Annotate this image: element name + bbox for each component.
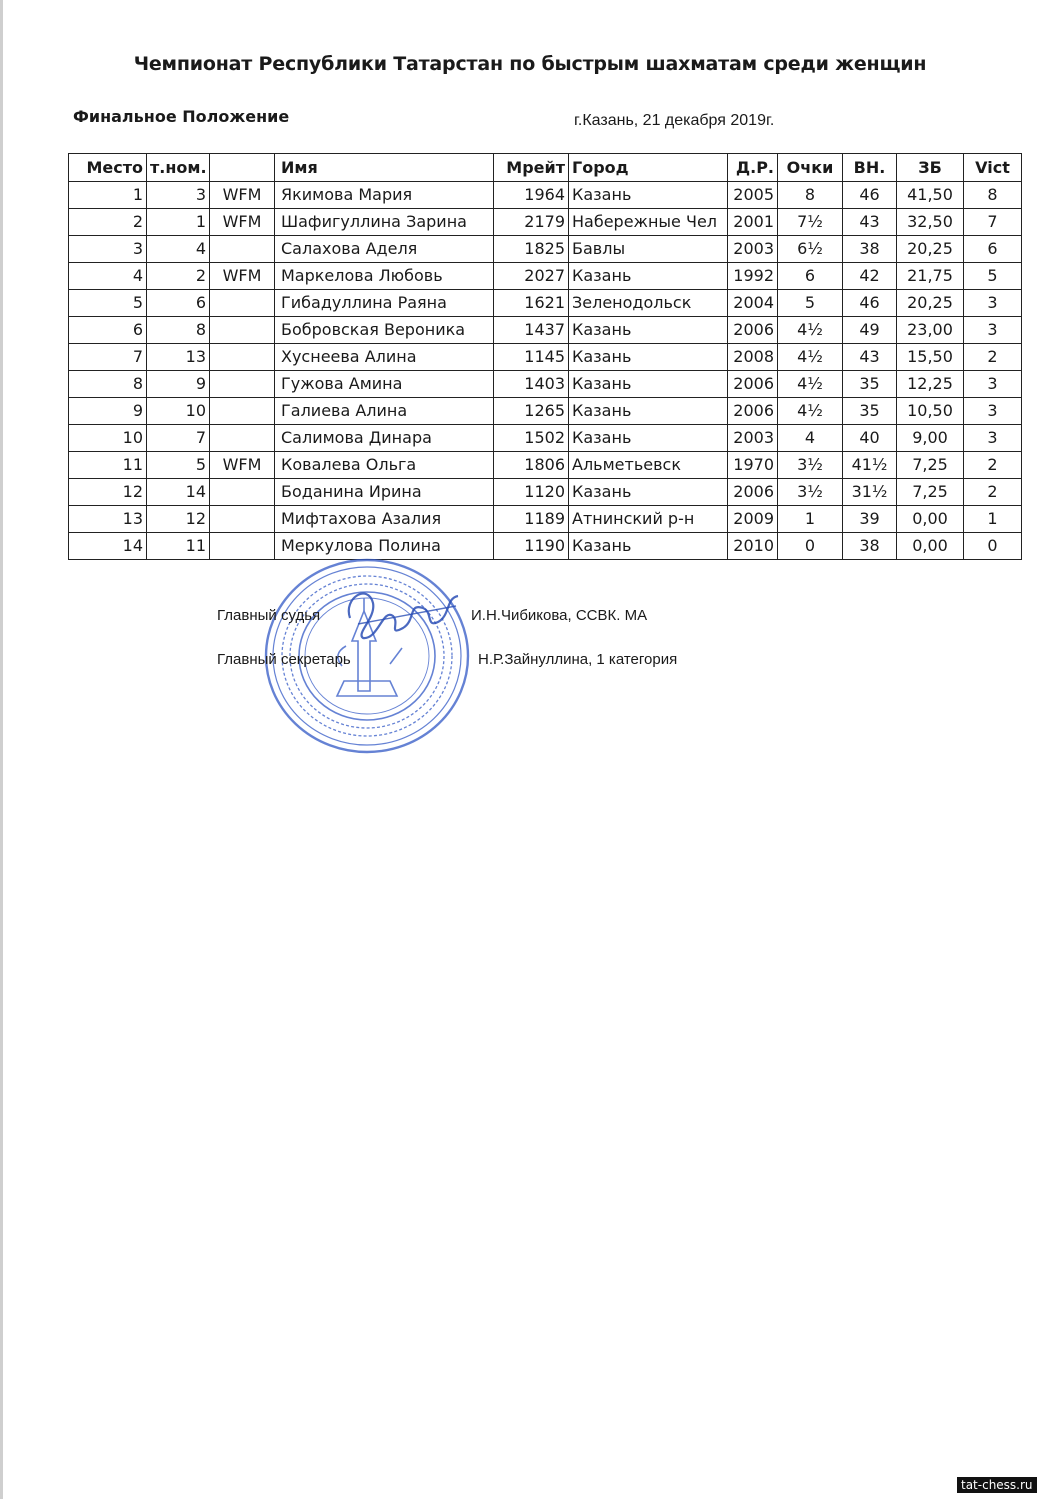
table-row: [69, 506, 1022, 533]
cell-victories: 2: [964, 479, 1022, 506]
cell-player-name: Боданина Ирина: [275, 479, 494, 506]
chief-secretary-name: Н.Р.Зайнуллина, 1 категория: [478, 651, 678, 668]
cell-sonneborn-berger: 21,75: [897, 263, 964, 290]
cell-rating: 1120: [494, 479, 569, 506]
cell-victories: 3: [964, 425, 1022, 452]
chief-secretary-label: Главный секретарь: [217, 651, 351, 668]
cell-player-name: Гужова Амина: [275, 371, 494, 398]
cell-rating: 2179: [494, 209, 569, 236]
cell-rating: 2027: [494, 263, 569, 290]
cell-sonneborn-berger: 10,50: [897, 398, 964, 425]
cell-player-name: Хуснеева Алина: [275, 344, 494, 371]
cell-points: 7½: [778, 209, 843, 236]
header-start-number: т.ном.: [147, 154, 210, 182]
cell-start-number: 14: [147, 479, 210, 506]
table-row: [69, 533, 1022, 560]
cell-sonneborn-berger: 9,00: [897, 425, 964, 452]
cell-buchholz: 31½: [843, 479, 897, 506]
cell-sonneborn-berger: 32,50: [897, 209, 964, 236]
cell-birth-year: 2001: [728, 209, 778, 236]
cell-start-number: 11: [147, 533, 210, 560]
cell-city: Казань: [569, 371, 728, 398]
cell-city: Казань: [569, 317, 728, 344]
document-subtitle: Финальное Положение: [73, 107, 290, 126]
cell-city: Казань: [569, 182, 728, 209]
cell-start-number: 7: [147, 425, 210, 452]
cell-birth-year: 2003: [728, 425, 778, 452]
cell-points: 5: [778, 290, 843, 317]
cell-place: 1: [69, 182, 147, 209]
cell-player-name: Галиева Алина: [275, 398, 494, 425]
cell-player-name: Маркелова Любовь: [275, 263, 494, 290]
results-table-header: [69, 154, 1022, 182]
cell-victories: 1: [964, 506, 1022, 533]
header-victories: Vict: [964, 154, 1022, 182]
cell-rating: 1189: [494, 506, 569, 533]
cell-buchholz: 40: [843, 425, 897, 452]
cell-title: [210, 425, 275, 452]
cell-victories: 5: [964, 263, 1022, 290]
cell-sonneborn-berger: 7,25: [897, 452, 964, 479]
results-table: [68, 153, 1022, 560]
cell-victories: 2: [964, 344, 1022, 371]
cell-rating: 1621: [494, 290, 569, 317]
cell-place: 6: [69, 317, 147, 344]
chief-judge-label: Главный судья: [217, 607, 321, 624]
cell-start-number: 4: [147, 236, 210, 263]
cell-player-name: Якимова Мария: [275, 182, 494, 209]
cell-city: Казань: [569, 479, 728, 506]
table-row: [69, 398, 1022, 425]
cell-buchholz: 49: [843, 317, 897, 344]
cell-sonneborn-berger: 20,25: [897, 236, 964, 263]
table-row: [69, 425, 1022, 452]
header-city: Город: [569, 154, 728, 182]
cell-title: [210, 506, 275, 533]
header-place: Место: [69, 154, 147, 182]
cell-points: 6½: [778, 236, 843, 263]
cell-buchholz: 43: [843, 209, 897, 236]
cell-buchholz: 39: [843, 506, 897, 533]
cell-points: 1: [778, 506, 843, 533]
cell-place: 8: [69, 371, 147, 398]
cell-points: 3½: [778, 452, 843, 479]
cell-city: Бавлы: [569, 236, 728, 263]
header-name: Имя: [275, 154, 494, 182]
cell-city: Атнинский р-н: [569, 506, 728, 533]
cell-start-number: 6: [147, 290, 210, 317]
cell-sonneborn-berger: 20,25: [897, 290, 964, 317]
cell-player-name: Шафигуллина Зарина: [275, 209, 494, 236]
cell-birth-year: 1992: [728, 263, 778, 290]
cell-title: [210, 398, 275, 425]
cell-buchholz: 42: [843, 263, 897, 290]
cell-start-number: 9: [147, 371, 210, 398]
cell-place: 7: [69, 344, 147, 371]
table-row: [69, 317, 1022, 344]
cell-birth-year: 2006: [728, 371, 778, 398]
cell-sonneborn-berger: 41,50: [897, 182, 964, 209]
cell-place: 9: [69, 398, 147, 425]
cell-points: 0: [778, 533, 843, 560]
cell-rating: 1964: [494, 182, 569, 209]
cell-city: Зеленодольск: [569, 290, 728, 317]
document-title: Чемпионат Республики Татарстан по быстрым шахматам среди женщин: [133, 53, 927, 75]
cell-points: 6: [778, 263, 843, 290]
cell-player-name: Гибадуллина Раяна: [275, 290, 494, 317]
table-row: [69, 344, 1022, 371]
cell-rating: 1502: [494, 425, 569, 452]
table-row: [69, 290, 1022, 317]
cell-title: WFM: [210, 263, 275, 290]
cell-place: 12: [69, 479, 147, 506]
cell-player-name: Ковалева Ольга: [275, 452, 494, 479]
cell-start-number: 2: [147, 263, 210, 290]
cell-title: [210, 236, 275, 263]
cell-victories: 2: [964, 452, 1022, 479]
cell-title: [210, 371, 275, 398]
cell-sonneborn-berger: 0,00: [897, 533, 964, 560]
cell-birth-year: 2009: [728, 506, 778, 533]
cell-rating: 1825: [494, 236, 569, 263]
cell-victories: 3: [964, 317, 1022, 344]
page-left-edge: [0, 0, 3, 1499]
cell-player-name: Салимова Динара: [275, 425, 494, 452]
cell-city: Альметьевск: [569, 452, 728, 479]
cell-buchholz: 35: [843, 398, 897, 425]
cell-place: 5: [69, 290, 147, 317]
cell-birth-year: 2004: [728, 290, 778, 317]
header-sonneborn-berger: ЗБ: [897, 154, 964, 182]
cell-sonneborn-berger: 0,00: [897, 506, 964, 533]
cell-points: 4: [778, 425, 843, 452]
cell-points: 8: [778, 182, 843, 209]
cell-victories: 3: [964, 371, 1022, 398]
cell-city: Набережные Чел: [569, 209, 728, 236]
cell-birth-year: 2010: [728, 533, 778, 560]
site-watermark: tat-chess.ru: [957, 1477, 1037, 1493]
cell-rating: 1265: [494, 398, 569, 425]
table-row: [69, 209, 1022, 236]
cell-start-number: 5: [147, 452, 210, 479]
header-birth-year: Д.Р.: [728, 154, 778, 182]
chief-judge-name: И.Н.Чибикова, ССВК. МА: [471, 607, 648, 624]
cell-points: 4½: [778, 371, 843, 398]
cell-sonneborn-berger: 12,25: [897, 371, 964, 398]
cell-birth-year: 2003: [728, 236, 778, 263]
cell-victories: 3: [964, 290, 1022, 317]
cell-city: Казань: [569, 533, 728, 560]
cell-buchholz: 38: [843, 236, 897, 263]
cell-points: 3½: [778, 479, 843, 506]
table-row: [69, 182, 1022, 209]
cell-buchholz: 38: [843, 533, 897, 560]
cell-city: Казань: [569, 263, 728, 290]
cell-place: 10: [69, 425, 147, 452]
cell-sonneborn-berger: 23,00: [897, 317, 964, 344]
cell-points: 4½: [778, 344, 843, 371]
cell-rating: 1806: [494, 452, 569, 479]
cell-birth-year: 2006: [728, 479, 778, 506]
header-title: [210, 154, 275, 182]
cell-title: [210, 479, 275, 506]
header-buchholz: ВН.: [843, 154, 897, 182]
cell-player-name: Салахова Аделя: [275, 236, 494, 263]
cell-player-name: Бобровская Вероника: [275, 317, 494, 344]
cell-rating: 1190: [494, 533, 569, 560]
cell-start-number: 10: [147, 398, 210, 425]
cell-buchholz: 43: [843, 344, 897, 371]
cell-place: 4: [69, 263, 147, 290]
cell-place: 2: [69, 209, 147, 236]
cell-sonneborn-berger: 7,25: [897, 479, 964, 506]
cell-victories: 6: [964, 236, 1022, 263]
cell-buchholz: 46: [843, 182, 897, 209]
cell-title: WFM: [210, 452, 275, 479]
cell-rating: 1403: [494, 371, 569, 398]
cell-rating: 1145: [494, 344, 569, 371]
cell-start-number: 1: [147, 209, 210, 236]
cell-title: WFM: [210, 209, 275, 236]
cell-title: [210, 317, 275, 344]
cell-victories: 7: [964, 209, 1022, 236]
cell-rating: 1437: [494, 317, 569, 344]
cell-title: [210, 290, 275, 317]
table-row: [69, 371, 1022, 398]
header-points: Очки: [778, 154, 843, 182]
header-row: [69, 154, 1022, 182]
header-rating: Мрейт: [494, 154, 569, 182]
cell-city: Казань: [569, 344, 728, 371]
cell-points: 4½: [778, 317, 843, 344]
cell-start-number: 3: [147, 182, 210, 209]
cell-buchholz: 46: [843, 290, 897, 317]
table-row: [69, 236, 1022, 263]
cell-buchholz: 35: [843, 371, 897, 398]
cell-start-number: 13: [147, 344, 210, 371]
cell-birth-year: 2008: [728, 344, 778, 371]
cell-title: WFM: [210, 182, 275, 209]
cell-start-number: 8: [147, 317, 210, 344]
cell-city: Казань: [569, 398, 728, 425]
cell-player-name: Мифтахова Азалия: [275, 506, 494, 533]
cell-player-name: Меркулова Полина: [275, 533, 494, 560]
cell-place: 11: [69, 452, 147, 479]
cell-title: [210, 344, 275, 371]
cell-start-number: 12: [147, 506, 210, 533]
cell-place: 14: [69, 533, 147, 560]
table-row: [69, 452, 1022, 479]
cell-victories: 3: [964, 398, 1022, 425]
cell-birth-year: 2006: [728, 317, 778, 344]
cell-points: 4½: [778, 398, 843, 425]
cell-buchholz: 41½: [843, 452, 897, 479]
cell-place: 13: [69, 506, 147, 533]
results-table-body: [69, 182, 1022, 560]
table-row: [69, 479, 1022, 506]
cell-birth-year: 2006: [728, 398, 778, 425]
cell-birth-year: 2005: [728, 182, 778, 209]
place-date: г.Казань, 21 декабря 2019г.: [574, 112, 775, 129]
signature-mark: [338, 578, 468, 648]
cell-sonneborn-berger: 15,50: [897, 344, 964, 371]
cell-victories: 0: [964, 533, 1022, 560]
cell-victories: 8: [964, 182, 1022, 209]
cell-birth-year: 1970: [728, 452, 778, 479]
cell-place: 3: [69, 236, 147, 263]
cell-city: Казань: [569, 425, 728, 452]
table-row: [69, 263, 1022, 290]
